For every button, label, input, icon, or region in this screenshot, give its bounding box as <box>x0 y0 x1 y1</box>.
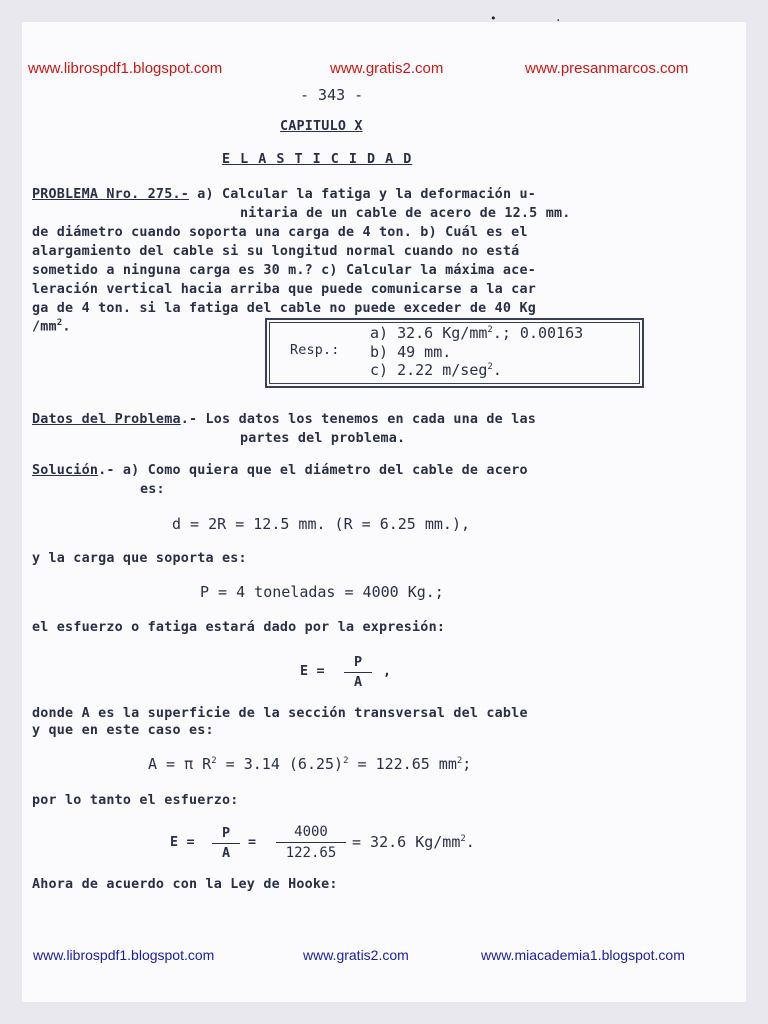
problem-label-line <box>32 187 536 202</box>
datos-text: Los datos los tenemos en cada una de las <box>205 412 536 427</box>
problem-line: alargamiento del cable si su longitud normal cuando no está <box>32 244 520 259</box>
body-text: por lo tanto el esfuerzo: <box>32 793 239 808</box>
datos-label: Datos del Problema <box>32 412 181 427</box>
section-title: E L A S T I C I D A D <box>222 152 413 167</box>
problem-line: de diámetro cuando soporta una carga de 4 ton. b) Cuál es el <box>32 225 528 240</box>
header-link-gratis2[interactable]: www.gratis2.com <box>330 60 444 77</box>
datos-line: Datos del Problema.- Los datos los tenemos en cada una de las <box>32 412 536 427</box>
answer-b: b) 49 mm. <box>370 343 452 361</box>
answer-c: c) 2.22 m/seg$^2$. <box>370 361 502 379</box>
scan-speck: • <box>490 12 497 25</box>
problem-line: leración vertical hacia arriba que puede comunicarse a la car <box>32 282 536 297</box>
problem-line: sometido a ninguna carga es 30 m.? c) Calcular la máxima ace- <box>32 263 536 278</box>
footer-link-gratis2[interactable]: www.gratis2.com <box>303 947 409 963</box>
answer-label: Resp.: <box>290 343 340 358</box>
solucion-text: a) Como quiera que el diámetro del cable de acero <box>122 463 528 478</box>
datos-text: partes del problema. <box>240 431 406 446</box>
equation-area: A = π $R^2 = 3.14$ $(6.25)^2 = 122.65$ $mm^2$; <box>148 755 472 773</box>
page-number: - 343 - <box>300 86 364 104</box>
body-text: y que en este caso es: <box>32 723 214 738</box>
equation-load: P = 4 toneladas = 4000 Kg.; <box>200 583 444 601</box>
equation-diameter: d = 2R = 12.5 mm. (R = 6.25 mm.), <box>172 515 471 533</box>
header-link-librospdf[interactable]: www.librospdf1.blogspot.com <box>28 60 223 77</box>
problem-line: ga de 4 ton. si la fatiga del cable no puede exceder de 40 Kg <box>32 301 536 316</box>
problem-line-last: $/mm^2$. <box>32 318 71 335</box>
body-text: Ahora de acuerdo con la Ley de Hooke: <box>32 877 338 892</box>
equation-equals: = <box>248 835 257 850</box>
problem-line: nitaria de un cable de acero de 12.5 mm. <box>240 206 571 221</box>
chapter-title: CAPITULO X <box>280 119 363 134</box>
scan-speck: · <box>555 14 562 27</box>
footer-link-miacademia[interactable]: www.miacademia1.blogspot.com <box>481 947 685 963</box>
footer-link-librospdf[interactable]: www.librospdf1.blogspot.com <box>33 947 215 963</box>
problem-label: PROBLEMA Nro. 275.- <box>32 187 189 202</box>
solucion-text: es: <box>140 482 165 497</box>
body-text: el esfuerzo o fatiga estará dado por la expresión: <box>32 620 446 635</box>
fraction-4000-over-122: $\frac{4000}{122.65}$ <box>276 824 346 861</box>
equation-stress-tail: , <box>383 664 392 679</box>
solucion-label: Solución <box>32 463 99 478</box>
header-link-presanmarcos[interactable]: www.presanmarcos.com <box>525 60 689 77</box>
equation-stress-lhs: E = <box>300 664 325 679</box>
scanned-page <box>22 22 746 1002</box>
equation-stress2-result: = 32.6 $Kg/mm^2$. <box>352 833 475 851</box>
equation-stress2-lhs: E = <box>170 835 195 850</box>
solucion-line: Solución.- a) Como quiera que el diámetro del cable de acero <box>32 463 528 478</box>
body-text: y la carga que soporta es: <box>32 551 247 566</box>
body-text: donde A es la superficie de la sección transversal del cable <box>32 706 528 721</box>
fraction-p-over-a: $\frac{P}{A}$ <box>344 655 372 690</box>
problem-line: a) Calcular la fatiga y la deformación u- <box>197 187 536 202</box>
fraction-p-over-a: $\frac{P}{A}$ <box>212 826 240 861</box>
answer-a: a) 32.6 $Kg/mm^2$.; 0.00163 <box>370 324 584 342</box>
